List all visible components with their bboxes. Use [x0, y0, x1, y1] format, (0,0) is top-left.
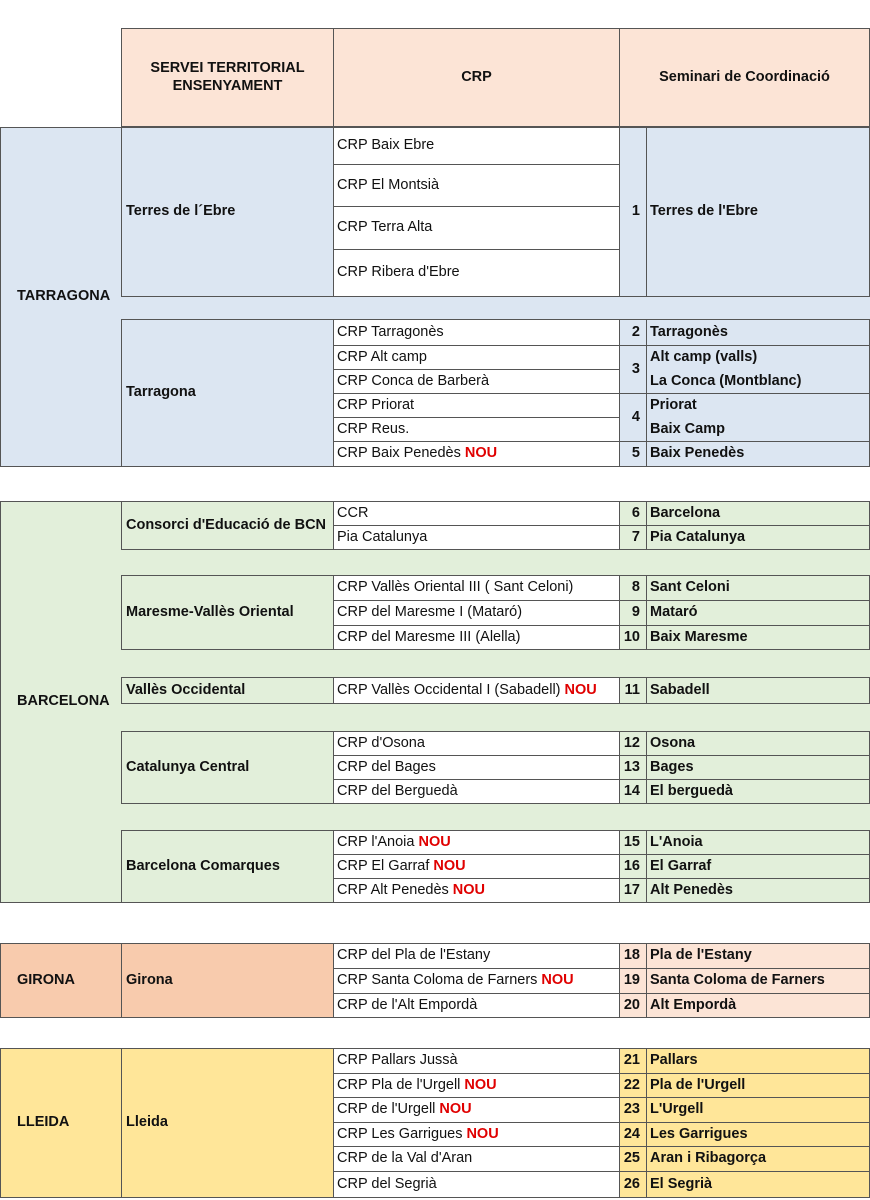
- territory-catalunya-central: Catalunya Central: [121, 731, 334, 804]
- crp-garrigues: CRP Les Garrigues NOU: [333, 1122, 620, 1147]
- crp-osona: CRP d'Osona: [333, 731, 620, 756]
- seminar-name: El Garraf: [646, 854, 870, 879]
- new-badge: NOU: [466, 1125, 499, 1142]
- seminar-name: Alt camp (valls) La Conca (Montblanc): [646, 345, 870, 394]
- seminar-name: Bages: [646, 755, 870, 780]
- crp-montsia: CRP El Montsià: [333, 164, 620, 207]
- crp-garraf: CRP El Garraf NOU: [333, 854, 620, 879]
- territory-terres-ebre: Terres de l´Ebre: [121, 127, 334, 297]
- header-seminari: Seminari de Coordinació: [619, 28, 870, 127]
- new-badge: NOU: [464, 445, 498, 462]
- crp-baix-ebre: CRP Baix Ebre: [333, 127, 620, 165]
- crp-terra-alta: CRP Terra Alta: [333, 206, 620, 250]
- seminar-name: Alt Empordà: [646, 993, 870, 1018]
- seminar-name: Pla de l'Estany: [646, 943, 870, 969]
- crp-priorat: CRP Priorat: [333, 393, 620, 418]
- new-badge: NOU: [439, 1101, 472, 1118]
- crp-valles-oriental: CRP Vallès Oriental III ( Sant Celoni): [333, 575, 620, 601]
- barcelona-spacer: [121, 549, 870, 576]
- territory-girona: Girona: [121, 943, 334, 1018]
- seminar-name: Santa Coloma de Farners: [646, 968, 870, 994]
- seminar-number: 26: [619, 1171, 647, 1198]
- crp-segria: CRP del Segrià: [333, 1171, 620, 1198]
- crp-baix-penedes: CRP Baix Penedès NOU: [333, 441, 620, 467]
- territory-consorci-bcn: Consorci d'Educació de BCN: [121, 501, 334, 550]
- province-tarragona: TARRAGONA: [0, 127, 122, 467]
- crp-val-aran: CRP de la Val d'Aran: [333, 1146, 620, 1172]
- seminar-name: L'Urgell: [646, 1097, 870, 1123]
- crp-pallars: CRP Pallars Jussà: [333, 1048, 620, 1074]
- seminar-number: 14: [619, 779, 647, 804]
- seminar-number: 18: [619, 943, 647, 969]
- seminar-number: 6: [619, 501, 647, 526]
- barcelona-spacer: [121, 649, 870, 678]
- crp-alt-penedes: CRP Alt Penedès NOU: [333, 878, 620, 903]
- seminar-number: 11: [619, 677, 647, 704]
- seminar-number: 24: [619, 1122, 647, 1147]
- seminar-name: Baix Penedès: [646, 441, 870, 467]
- barcelona-spacer: [121, 803, 870, 831]
- seminar-name: Osona: [646, 731, 870, 756]
- seminar-number: 9: [619, 600, 647, 626]
- new-badge: NOU: [564, 681, 597, 698]
- seminar-number: 3: [619, 345, 647, 394]
- header-crp: CRP: [333, 28, 620, 127]
- crp-bages: CRP del Bages: [333, 755, 620, 780]
- seminar-name: Mataró: [646, 600, 870, 626]
- seminar-number: 20: [619, 993, 647, 1018]
- seminar-name: Barcelona: [646, 501, 870, 526]
- crp-ccr: CCR: [333, 501, 620, 526]
- seminar-number: 2: [619, 319, 647, 346]
- seminar-name: El Segrià: [646, 1171, 870, 1198]
- territory-lleida: Lleida: [121, 1048, 334, 1198]
- province-barcelona: BARCELONA: [0, 501, 122, 903]
- new-badge: NOU: [464, 1076, 497, 1093]
- seminar-name: Pallars: [646, 1048, 870, 1074]
- seminar-number: 19: [619, 968, 647, 994]
- barcelona-spacer: [121, 703, 870, 732]
- seminar-number: 16: [619, 854, 647, 879]
- crp-santa-coloma: CRP Santa Coloma de Farners NOU: [333, 968, 620, 994]
- seminar-name: L'Anoia: [646, 830, 870, 855]
- crp-pia-catalunya: Pia Catalunya: [333, 525, 620, 550]
- crp-tarragones: CRP Tarragonès: [333, 319, 620, 346]
- seminar-number: 10: [619, 625, 647, 650]
- seminar-name: Sant Celoni: [646, 575, 870, 601]
- header-servei-territorial: SERVEI TERRITORIAL ENSENYAMENT: [121, 28, 334, 127]
- crp-pla-estany: CRP del Pla de l'Estany: [333, 943, 620, 969]
- crp-alt-emporda: CRP de l'Alt Empordà: [333, 993, 620, 1018]
- seminar-name: Priorat Baix Camp: [646, 393, 870, 442]
- seminar-name: El berguedà: [646, 779, 870, 804]
- seminar-number: 4: [619, 393, 647, 442]
- territory-maresme-valles-oriental: Maresme-Vallès Oriental: [121, 575, 334, 650]
- territory-tarragona: Tarragona: [121, 319, 334, 467]
- province-girona: GIRONA: [0, 943, 122, 1018]
- seminar-name: Pia Catalunya: [646, 525, 870, 550]
- seminar-name: Pla de l'Urgell: [646, 1073, 870, 1098]
- seminar-number: 23: [619, 1097, 647, 1123]
- crp-pla-urgell: CRP Pla de l'Urgell NOU: [333, 1073, 620, 1098]
- seminar-name: Terres de l'Ebre: [646, 127, 870, 297]
- seminar-name: Sabadell: [646, 677, 870, 704]
- crp-reus: CRP Reus.: [333, 417, 620, 442]
- seminar-number: 7: [619, 525, 647, 550]
- seminar-name: Alt Penedès: [646, 878, 870, 903]
- crp-urgell: CRP de l'Urgell NOU: [333, 1097, 620, 1123]
- tarragona-spacer: [121, 296, 870, 320]
- seminar-number: 8: [619, 575, 647, 601]
- territory-barcelona-comarques: Barcelona Comarques: [121, 830, 334, 903]
- seminar-number: 21: [619, 1048, 647, 1074]
- seminar-name: Les Garrigues: [646, 1122, 870, 1147]
- crp-anoia: CRP l'Anoia NOU: [333, 830, 620, 855]
- seminar-name: Baix Maresme: [646, 625, 870, 650]
- territory-valles-occidental: Vallès Occidental: [121, 677, 334, 704]
- seminar-number: 25: [619, 1146, 647, 1172]
- new-badge: NOU: [418, 833, 451, 850]
- seminar-name: Tarragonès: [646, 319, 870, 346]
- new-badge: NOU: [433, 857, 466, 874]
- crp-conca-barbera: CRP Conca de Barberà: [333, 369, 620, 394]
- seminar-number: 15: [619, 830, 647, 855]
- crp-ribera-ebre: CRP Ribera d'Ebre: [333, 249, 620, 297]
- seminar-number: 17: [619, 878, 647, 903]
- crp-bergueda: CRP del Berguedà: [333, 779, 620, 804]
- seminar-number: 1: [619, 127, 647, 297]
- crp-alt-camp: CRP Alt camp: [333, 345, 620, 370]
- seminar-number: 13: [619, 755, 647, 780]
- crp-maresme-1: CRP del Maresme I (Mataró): [333, 600, 620, 626]
- new-badge: NOU: [452, 881, 486, 898]
- seminar-number: 22: [619, 1073, 647, 1098]
- seminar-number: 12: [619, 731, 647, 756]
- crp-valles-occidental: CRP Vallès Occidental I (Sabadell) NOU: [333, 677, 620, 704]
- crp-maresme-3: CRP del Maresme III (Alella): [333, 625, 620, 650]
- seminar-number: 5: [619, 441, 647, 467]
- seminar-name: Aran i Ribagorça: [646, 1146, 870, 1172]
- new-badge: NOU: [541, 972, 574, 989]
- province-lleida: LLEIDA: [0, 1048, 122, 1198]
